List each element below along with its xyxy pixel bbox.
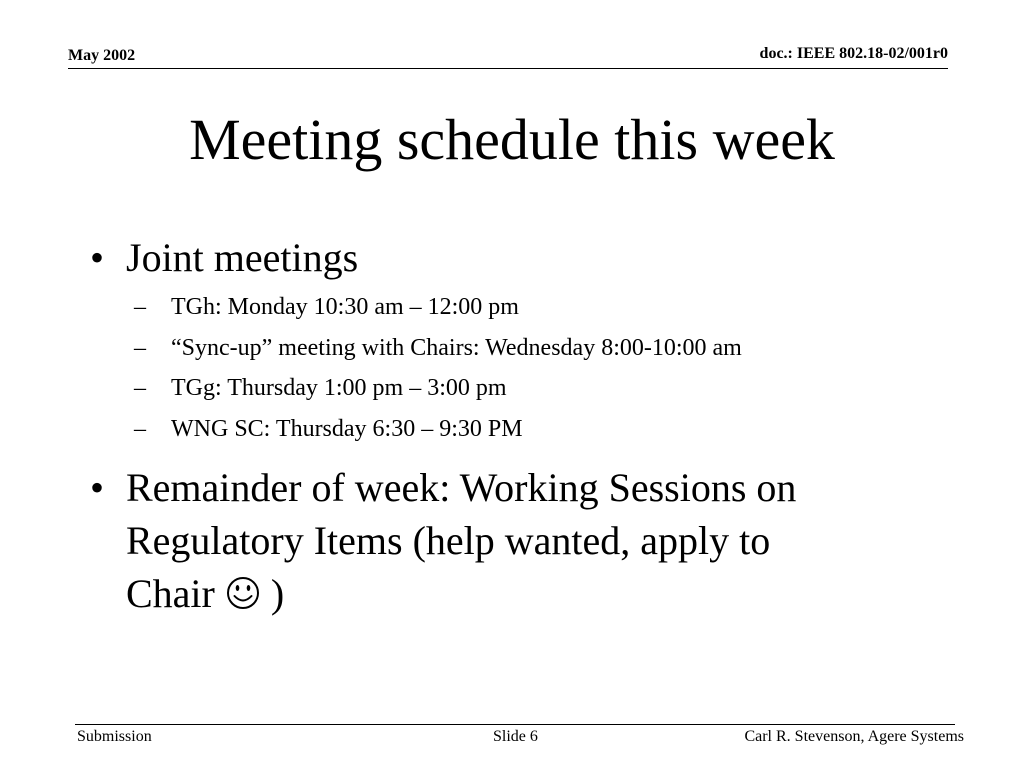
sub-item-sync-up: [134, 333, 914, 363]
bullet-text-line-2: Regulatory Items (help wanted, apply to: [126, 518, 771, 563]
footer-divider: [75, 724, 955, 725]
bullet-text-line-3: [126, 567, 930, 620]
sub-item-wng-sc: [134, 414, 914, 444]
header-document-id: doc.: IEEE 802.18-02/001r0: [759, 45, 948, 62]
bullet-text-chair: Chair: [126, 571, 225, 616]
footer-author: Carl R. Stevenson, Agere Systems: [744, 728, 964, 745]
footer-slide-number: Slide 6: [493, 728, 538, 745]
dash-marker: –: [134, 416, 146, 442]
bullet-remainder-of-week: [90, 461, 930, 620]
dash-marker: –: [134, 335, 146, 361]
header-date: May 2002: [68, 47, 136, 64]
sub-item-tgg: [134, 373, 914, 403]
bullet-text-close-paren: ): [260, 571, 285, 616]
smiley-face-icon: [225, 575, 261, 611]
dash-marker: –: [134, 294, 146, 320]
sub-item-text: TGh: Monday 10:30 am – 12:00 pm: [171, 294, 519, 320]
sub-item-tgh: [134, 292, 914, 322]
bullet-text-line-1: Remainder of week: Working Sessions on: [126, 465, 797, 510]
sub-item-text: TGg: Thursday 1:00 pm – 3:00 pm: [171, 375, 507, 401]
bullet-marker: •: [90, 235, 105, 280]
bullet-joint-meetings: [90, 231, 930, 284]
dash-marker: –: [134, 375, 146, 401]
slide-title: Meeting schedule this week: [189, 107, 835, 172]
footer-submission: Submission: [77, 728, 152, 745]
sub-item-text: WNG SC: Thursday 6:30 – 9:30 PM: [171, 416, 523, 442]
bullet-text: Joint meetings: [126, 235, 359, 280]
sub-item-text: “Sync-up” meeting with Chairs: Wednesday 8:00-10:00 am: [171, 335, 742, 361]
bullet-marker: •: [90, 465, 105, 510]
header-divider: [68, 68, 948, 69]
